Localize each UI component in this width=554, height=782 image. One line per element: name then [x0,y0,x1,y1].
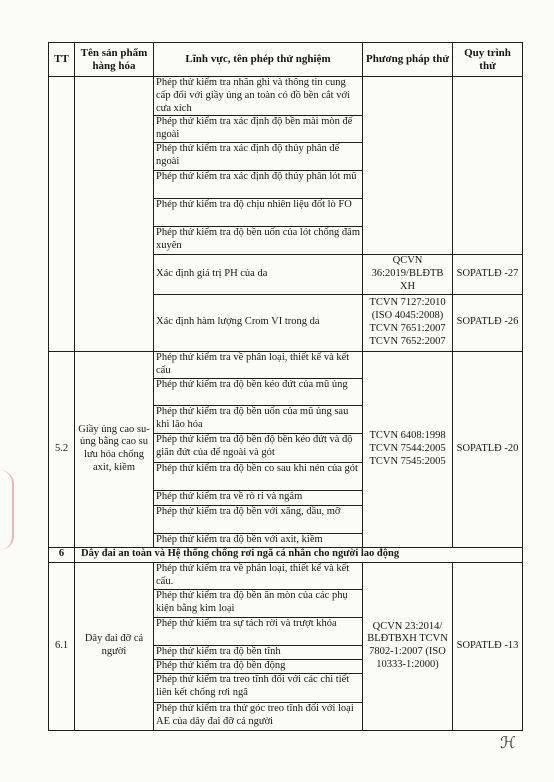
test-cell: Phép thử kiểm tra xác định độ thủy phân lót mũ [154,171,363,199]
test-cell: Phép thử kiểm tra thử góc treo tĩnh đối với loại AE của dây đai đỡ cả người [154,702,363,730]
method-cell: TCVN 7127:2010 (ISO 4045:2008) TCVN 7651:2007 TCVN 7652:2007 [363,294,453,351]
header-product: Tên sản phẩm hàng hóa [75,43,154,77]
procedure-cell [453,77,523,255]
method-cell: QCVN 36:2019/BLĐTB XH [363,255,453,294]
header-tt: TT [49,43,75,77]
table-row [49,351,523,378]
tt-cell: 5.2 [49,351,75,547]
test-cell: Phép thử kiểm tra độ bền ăn mòn của các phụ kiện bằng kim loại [154,589,363,617]
test-cell: Xác định hàm lượng Crom VI trong da [154,294,363,351]
test-cell: Phép thử kiểm tra độ bền với xăng, dầu, mỡ [154,505,363,533]
test-table [48,42,523,731]
test-cell: Phép thử kiểm tra độ bền động [154,659,363,673]
procedure-cell: SOPATLĐ -13 [453,562,523,730]
table-row [49,562,523,589]
test-cell: Phép thử kiểm tra xác định độ bền mài mòn đế ngoài [154,116,363,143]
test-cell: Xác định giá trị PH của da [154,255,363,294]
header-row [49,43,523,77]
test-cell: Phép thử kiểm tra về rò rỉ và ngâm [154,490,363,505]
method-cell: QCVN 23:2014/ BLĐTBXH TCVN 7802-1:2007 (ISO 10333-1:2000) [363,562,453,730]
tt-cell: 6.1 [49,562,75,730]
header-field: Lĩnh vực, tên phép thử nghiệm [154,43,363,77]
section-number: 6 [49,547,75,562]
test-cell: Phép thử kiểm tra độ bền tĩnh [154,645,363,659]
test-cell: Phép thử kiểm tra độ bền kéo đứt của mũ ủng [154,378,363,405]
product-cell: Giầy ủng cao su-ủng bằng cao su lưu hóa chống axit, kiềm [75,351,154,547]
procedure-cell: SOPATLĐ -26 [453,294,523,351]
product-cell: Dây đai đỡ cả người [75,562,154,730]
section-row [49,547,523,562]
signature-mark: ℋ [500,735,516,752]
table-row [49,77,523,116]
test-cell: Phép thử kiểm tra độ chịu nhiên liệu đốt lò FO [154,199,363,227]
test-cell: Phép thử kiểm tra sự tách rời và trượt khóa [154,617,363,645]
test-cell: Phép thử kiểm tra độ bền co sau khi nén của gót [154,462,363,490]
section-title: Dây đai an toàn và Hệ thống chống rơi ngã cá nhân cho người lao động [75,547,523,562]
header-procedure: Quy trình thử [453,43,523,77]
method-cell: TCVN 6408:1998 TCVN 7544:2005 TCVN 7545:2005 [363,351,453,547]
test-cell: Phép thử kiểm tra độ bền độ bền kéo đứt và độ giãn đứt của đế ngoài và gót [154,433,363,462]
test-cell: Phép thử kiểm tra độ bền uốn của mũ ủng sau khi lão hóa [154,405,363,433]
procedure-cell: SOPATLĐ -27 [453,255,523,294]
method-cell [363,77,453,255]
tt-cell [49,77,75,352]
test-cell: Phép thử kiểm tra về phân loại, thiết kế và kết cấu. [154,562,363,589]
product-cell [75,77,154,352]
test-cell: Phép thử kiểm tra treo tĩnh đối với các chi tiết liên kết chống rơi ngã [154,673,363,702]
stamp-edge [0,470,14,550]
procedure-cell: SOPATLĐ -20 [453,351,523,547]
header-method: Phương pháp thử [363,43,453,77]
test-cell: Phép thử kiểm tra độ bền uốn của lót chống đâm xuyên [154,227,363,255]
test-cell: Phép thử kiểm tra nhãn ghi và thông tin cung cấp đối với giầy ủng an toàn có đồ bền cắt với cưa xích [154,77,363,116]
test-cell: Phép thử kiểm tra độ bền với axit, kiềm [154,533,363,547]
test-cell: Phép thử kiểm tra về phân loại, thiết kế và kết cấu [154,351,363,378]
test-cell: Phép thử kiểm tra xác định độ thủy phân đế ngoài [154,143,363,171]
